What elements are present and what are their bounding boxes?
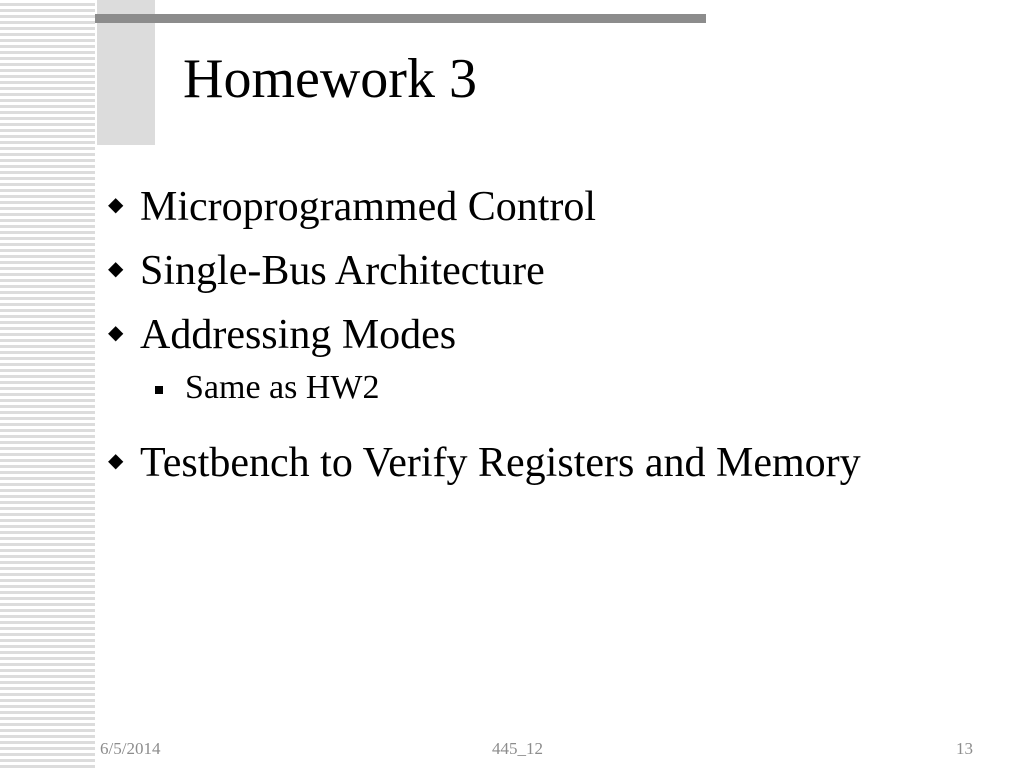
title-rule — [95, 14, 706, 23]
slide-title: Homework 3 — [183, 48, 477, 110]
bullet-text: Addressing Modes — [140, 312, 457, 358]
diamond-bullet-icon: ◆ — [108, 194, 124, 216]
bullet-text: Microprogrammed Control — [140, 184, 597, 230]
sub-bullet-text: Same as HW2 — [185, 369, 380, 406]
square-bullet-icon — [155, 386, 163, 394]
footer-date: 6/5/2014 — [100, 739, 161, 758]
diamond-bullet-icon: ◆ — [108, 258, 124, 280]
diamond-bullet-icon: ◆ — [108, 450, 124, 472]
footer-page-number: 13 — [956, 739, 973, 758]
footer-course-code: 445_12 — [492, 739, 543, 758]
bullet-text: Single-Bus Architecture — [140, 248, 545, 294]
bullet-text: Testbench to Verify Registers and Memory — [140, 440, 861, 486]
striped-margin — [0, 0, 95, 768]
diamond-bullet-icon: ◆ — [108, 322, 124, 344]
